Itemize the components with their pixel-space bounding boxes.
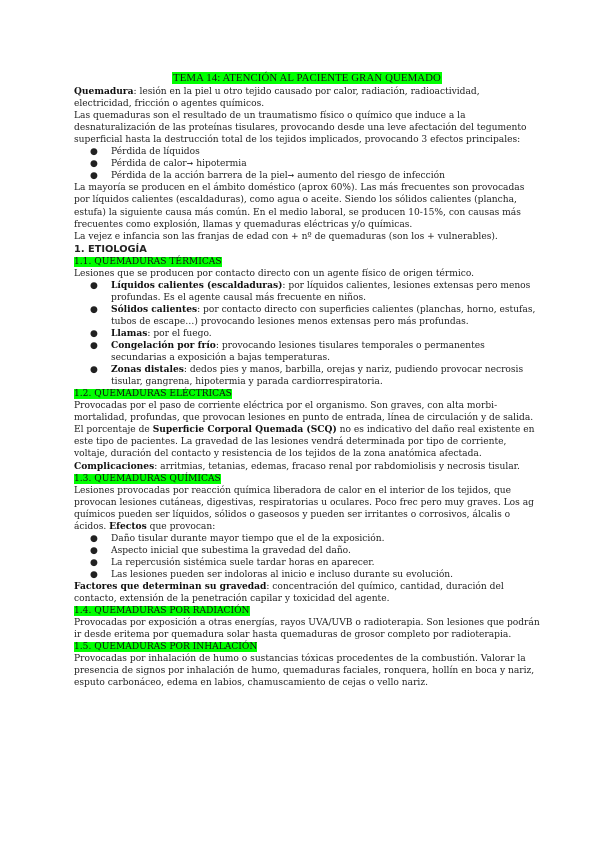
list-item: ● Llamas: por el fuego.: [90, 327, 212, 339]
list-item: ● Líquidos calientes (escaldaduras): por líquidos calientes, lesiones extensas pero menos profundas. Es el agente causal más frecuente en niños.: [90, 279, 531, 303]
list-item: ● Aspecto inicial que subestima la gravedad del daño.: [90, 545, 351, 556]
subsection-heading-inhalacion: 1.5. QUEMADURAS POR INHALACIÓN: [74, 642, 258, 653]
intro-paragraph-2: La mayoría se producen en el ámbito doméstico (aprox 60%). Las más frecuentes son provocadas por líquidos calientes (escaldaduras), como agua o aceite. Siendo los sólidos calientes (plancha, estufa) la siguiente causa más común. En el medio laboral, se producen 10-15%, con causas más frecuentes como explosión, llamas y quemaduras eléctricas y/o químicas.: [74, 183, 525, 230]
bullet-icon: ●: [90, 365, 98, 376]
list-item: ● La repercusión sistémica suele tardar horas en aparecer.: [90, 557, 375, 568]
bullet-icon: ●: [90, 545, 98, 556]
document-page: [74, 72, 540, 689]
intro-paragraph-1: Las quemaduras son el resultado de un traumatismo físico o químico que induce a la desnaturalización de las proteínas tisulares, provocando desde una leve afectación del tegumento superficial hasta la destrucción total de los tejidos implicados, provocando 3 efectos principales:: [74, 111, 527, 146]
bullet-icon: ●: [90, 557, 98, 568]
factores-paragraph: Factores que determinan su gravedad: concentración del químico, cantidad, duración del contacto, extensión de la penetración capilar y toxicidad del agente.: [74, 580, 504, 605]
quimicas-effects-list: [74, 533, 540, 581]
title-row: [74, 72, 540, 85]
electricas-paragraph-1: Provocadas por el paso de corriente eléctrica por el organismo. Son graves, con alta morbi-mortalidad, profundas, que provocan lesiones en punto de entrada, línea de circulación y de salida.: [74, 401, 534, 424]
list-item: ● Pérdida de calor➞ hipotermia: [90, 159, 247, 170]
effects-list: [74, 146, 540, 182]
bullet-icon: ●: [90, 280, 98, 291]
definition-term: Quemadura: [74, 86, 134, 98]
arrow-icon: ➞: [186, 159, 194, 169]
bullet-icon: ●: [90, 171, 98, 182]
bullet-icon: ●: [90, 159, 98, 170]
definition-paragraph: [74, 86, 540, 110]
complicaciones-paragraph: Complicaciones: arritmias, tetanias, edemas, fracaso renal por rabdomiolisis y necrosis tisular.: [74, 460, 520, 472]
list-item: ● Pérdida de líquidos: [90, 147, 200, 158]
subsection-heading-quimicas: 1.3. QUEMADURAS QUÍMICAS: [74, 473, 221, 484]
subsection-heading-electricas: 1.2. QUEMADURAS ELÉCTRICAS: [74, 389, 232, 400]
subsection-heading-termicas: 1.1. QUEMADURAS TÉRMICAS: [74, 256, 222, 267]
list-item: ● Pérdida de la acción barrera de la piel➞ aumento del riesgo de infección: [90, 171, 445, 182]
list-item: ● Zonas distales: dedos pies y manos, barbilla, orejas y nariz, pudiendo provocar necrosis tisular, gangrena, hipotermia y parada cardiorrespiratoria.: [90, 364, 524, 388]
bullet-icon: ●: [90, 533, 98, 544]
bullet-icon: ●: [90, 569, 98, 580]
electricas-paragraph-2: El porcentaje de Superficie Corporal Quemada (SCQ) no es indicativo del daño real existente en este tipo de pacientes. La gravedad de las lesiones vendrá determinada por tipo de corriente, voltaje, duración del contacto y resistencia de los tejidos de la zona anatómica afectada.: [74, 424, 535, 460]
section-heading-etiologia: 1. ETIOLOGÍA: [74, 243, 147, 255]
bullet-icon: ●: [90, 328, 98, 339]
page-title: TEMA 14: ATENCIÓN AL PACIENTE GRAN QUEMADO: [173, 72, 441, 84]
termicas-list: [74, 280, 540, 388]
list-item: ● Sólidos calientes: por contacto directo con superficies calientes (planchas, horno, estufas, tubos de escape…) provocando lesiones menos extensas pero más profundas.: [90, 303, 536, 327]
inhalacion-paragraph: Provocadas por inhalación de humo o sustancias tóxicas procedentes de la combustión. Valorar la presencia de signos por inhalación de humo, quemaduras faciales, ronquera, hollín en boca y nariz, esputo carbonáceo, edema en labios, chamuscamiento de cejas o vello nariz.: [74, 654, 535, 689]
bullet-icon: ●: [90, 147, 98, 158]
list-item: ● Daño tisular durante mayor tiempo que el de la exposición.: [90, 533, 385, 544]
bullet-icon: ●: [90, 304, 98, 315]
bullet-icon: ●: [90, 341, 98, 352]
list-item: ● Las lesiones pueden ser indoloras al inicio e incluso durante su evolución.: [90, 569, 454, 580]
radiacion-paragraph: Provocadas por exposición a otras energías, rayos UVA/UVB o radioterapia. Son lesiones que podrán ir desde eritema por quemadura solar hasta quemaduras de grosor completo por radioterapia.: [74, 618, 540, 641]
definition-text: : lesión en la piel u otro tejido causado por calor, radiación, radioactividad, electricidad, fricción o agentes químicos.: [74, 87, 480, 110]
arrow-icon: ➞: [287, 171, 295, 181]
subsection-heading-radiacion: 1.4. QUEMADURAS POR RADIACIÓN: [74, 606, 250, 617]
termicas-paragraph: Lesiones que se producen por contacto directo con un agente físico de origen térmico.: [74, 268, 475, 279]
intro-paragraph-3: La vejez e infancia son las franjas de edad con + nº de quemaduras (son los + vulnerables).: [74, 231, 498, 242]
list-item: ● Congelación por frío: provocando lesiones tisulares temporales o permanentes secundarias a exposición a bajas temperaturas.: [90, 340, 485, 364]
quimicas-paragraph: Lesiones provocadas por reacción química liberadora de calor en el interior de los tejidos, que provocan lesiones cutáneas, digestivas, respiratorias u oculares. Poco frec pero muy graves. Los ag químicos pueden ser líquidos, sólidos o gaseosos y pueden ser irritantes o corrosivos, álcalis o ácidos. Efectos que provocan:: [74, 485, 534, 532]
